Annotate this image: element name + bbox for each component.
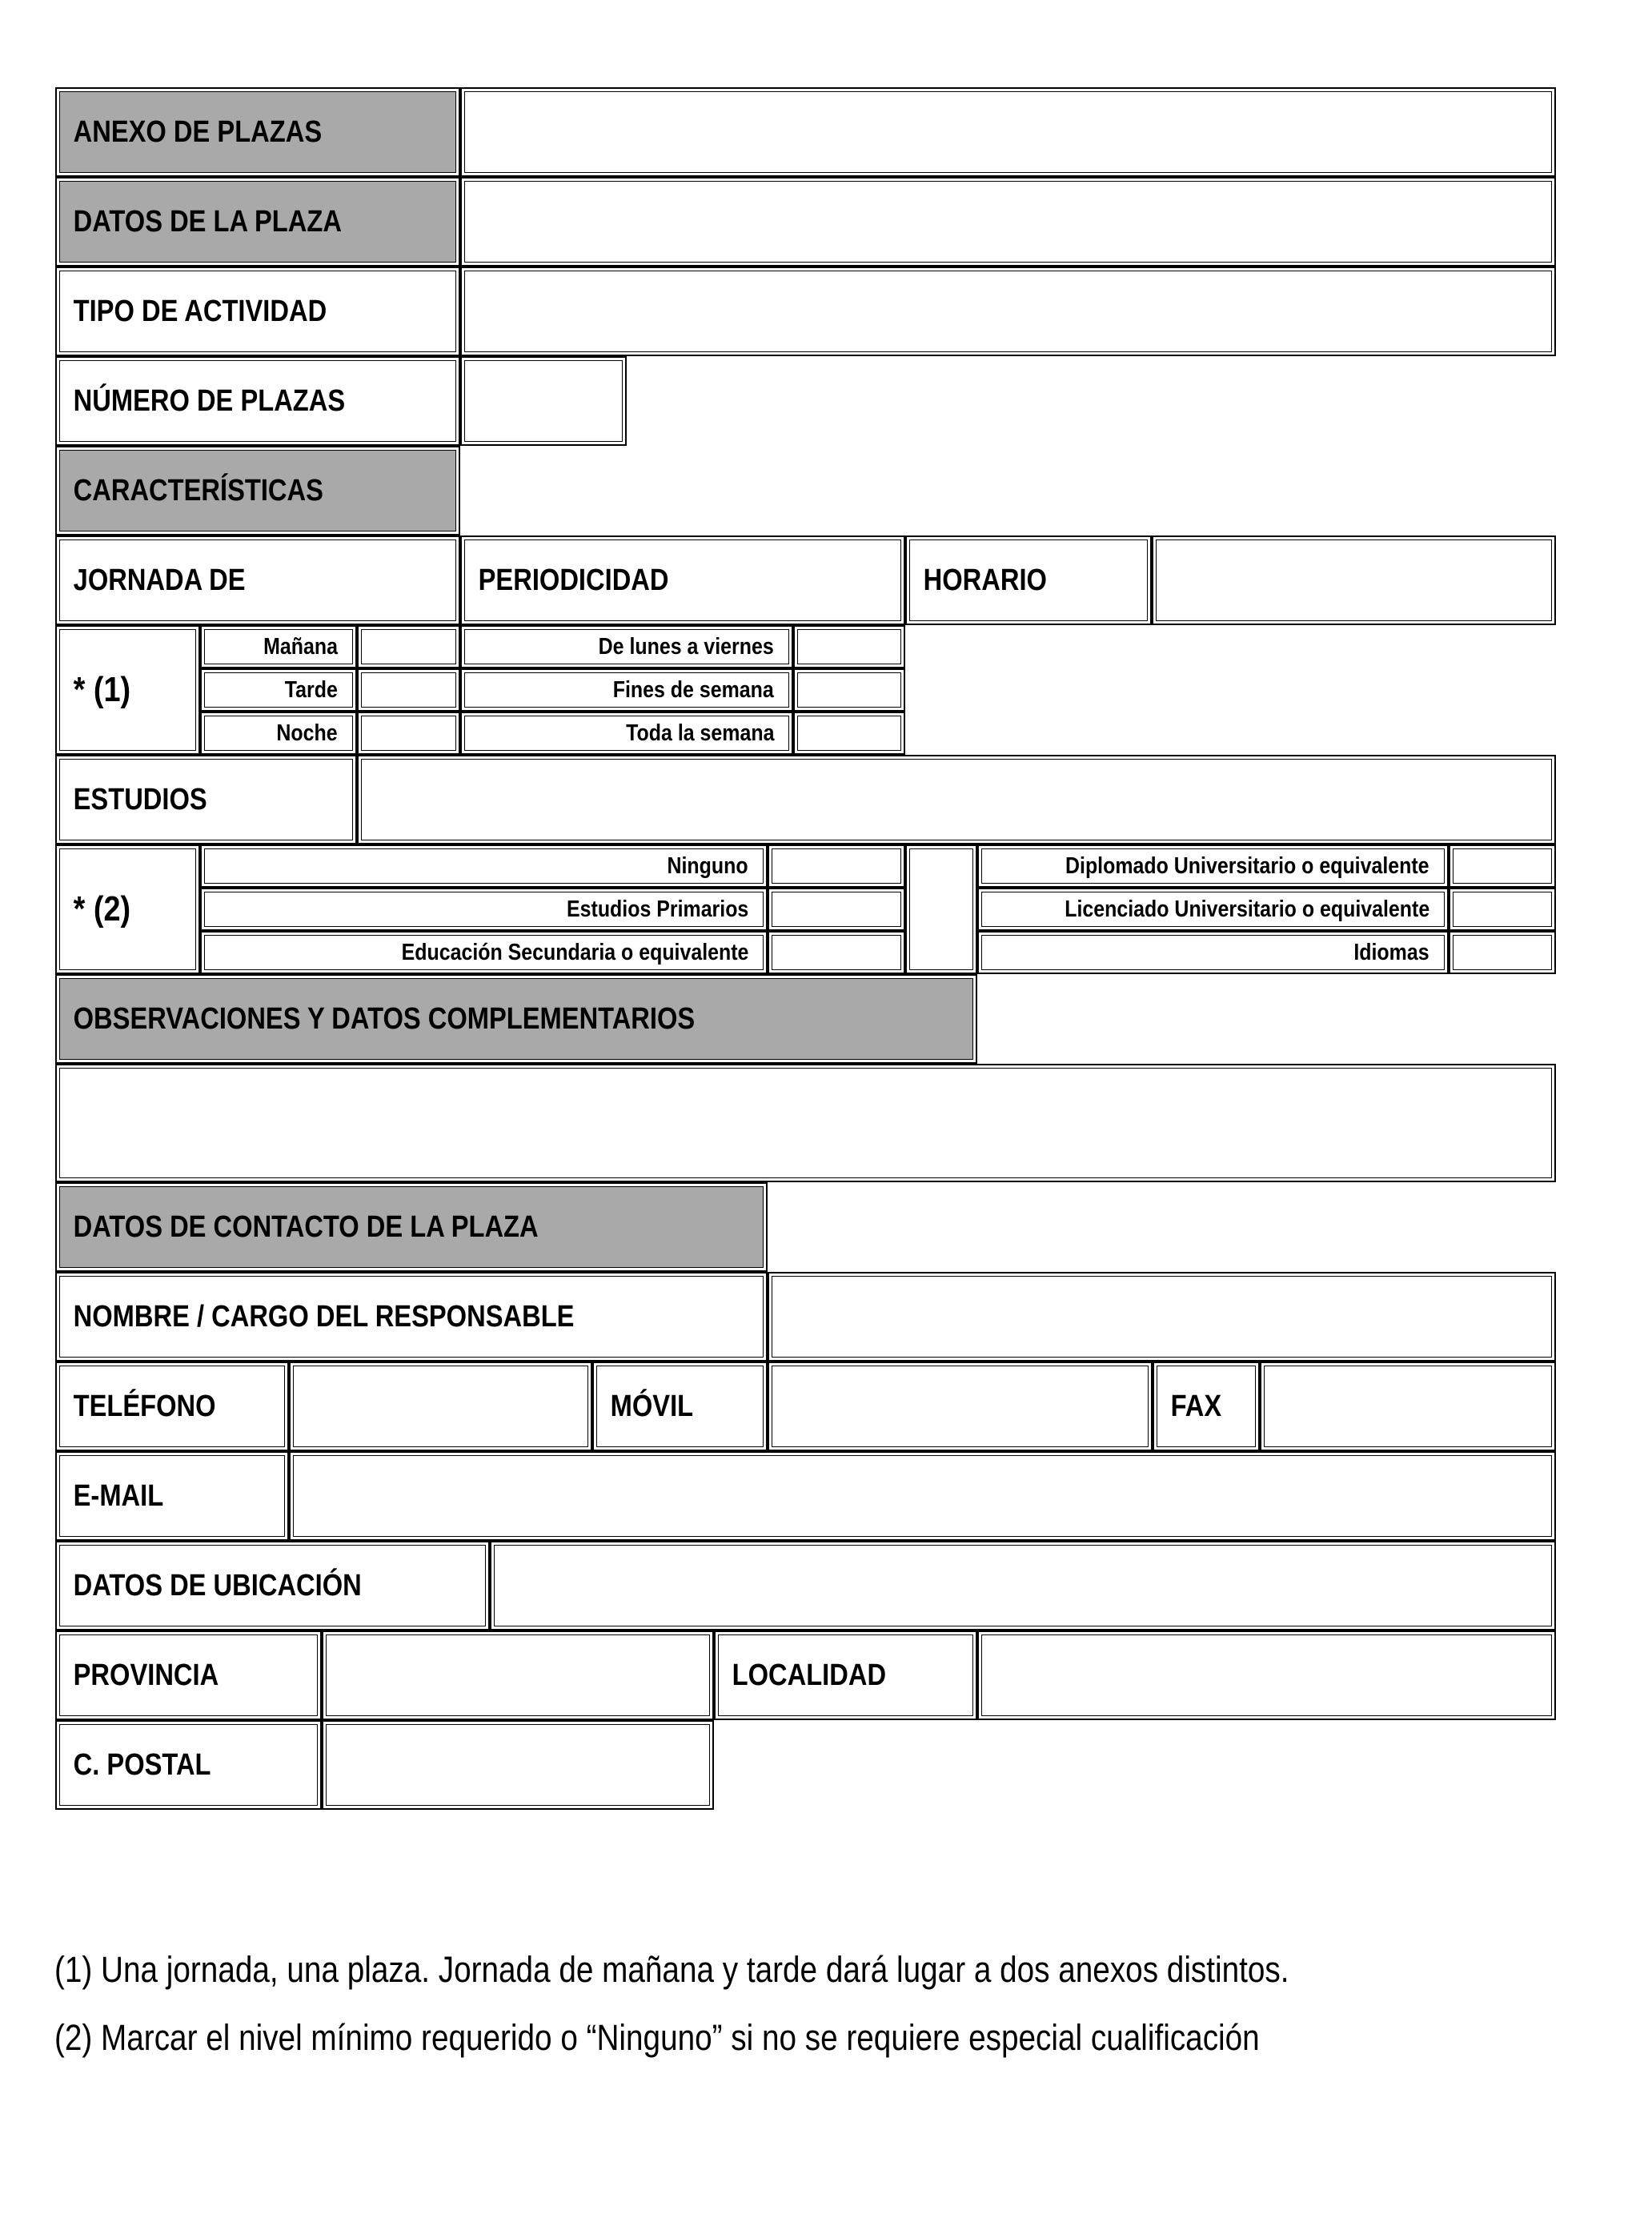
turno-noche-checkbox[interactable] xyxy=(357,712,460,755)
postal-label-cell xyxy=(55,1720,322,1810)
anexo-label: ANEXO DE PLAZAS xyxy=(73,114,323,149)
estudio-ninguno-checkbox[interactable] xyxy=(768,844,905,888)
provincia-field[interactable] xyxy=(322,1630,714,1720)
movil-field[interactable] xyxy=(768,1362,1153,1451)
turno-noche-label-cell xyxy=(200,712,357,755)
provincia-label-cell xyxy=(55,1630,322,1720)
observaciones-header xyxy=(55,974,977,1064)
email-label: E-MAIL xyxy=(73,1478,164,1513)
estudios-label-cell xyxy=(55,755,357,844)
jornada-label: JORNADA DE xyxy=(73,563,246,597)
footnote-2: (2) Marcar el nivel mínimo requerido o “Ninguno” si no se requiere especial cualificación xyxy=(54,2017,1260,2058)
tipo-actividad-label-cell xyxy=(55,267,460,356)
postal-label: C. POSTAL xyxy=(73,1747,211,1782)
datos-plaza-field[interactable] xyxy=(460,177,1556,267)
estudio-secundaria-label: Educación Secundaria o equivalente xyxy=(401,939,748,965)
estudio-ninguno-label: Ninguno xyxy=(667,852,748,879)
movil-label: MÓVIL xyxy=(610,1389,694,1423)
numero-plazas-label-cell xyxy=(55,356,460,446)
caracteristicas-label: CARACTERÍSTICAS xyxy=(73,473,323,507)
email-field[interactable] xyxy=(289,1451,1556,1541)
estudio-licenciado-label-cell xyxy=(977,888,1449,931)
ref1-cell xyxy=(55,625,200,755)
turno-tarde-label-cell xyxy=(200,668,357,712)
tipo-actividad-label: TIPO DE ACTIVIDAD xyxy=(73,294,327,328)
caracteristicas-header xyxy=(55,446,460,535)
periodo-lunes-viernes-label: De lunes a viernes xyxy=(598,633,774,660)
estudios-field[interactable] xyxy=(357,755,1556,844)
provincia-label: PROVINCIA xyxy=(73,1658,219,1692)
horario-field[interactable] xyxy=(1152,535,1556,625)
fax-label: FAX xyxy=(1170,1389,1222,1423)
ref1-label: * (1) xyxy=(73,670,131,709)
turno-manana-label-cell xyxy=(200,625,357,668)
responsable-field[interactable] xyxy=(768,1272,1556,1362)
estudio-primarios-label: Estudios Primarios xyxy=(566,896,748,922)
anexo-header xyxy=(55,87,460,177)
estudio-ninguno-label-cell xyxy=(200,844,768,888)
estudio-idiomas-label: Idiomas xyxy=(1353,939,1429,965)
estudio-primarios-label-cell xyxy=(200,888,768,931)
periodo-toda-semana-label-cell xyxy=(460,712,793,755)
estudio-diplomado-label-cell xyxy=(977,844,1449,888)
periodo-lunes-viernes-label-cell xyxy=(460,625,793,668)
horario-label-cell xyxy=(905,535,1152,625)
ref2-label: * (2) xyxy=(73,889,131,929)
tipo-actividad-field[interactable] xyxy=(460,267,1556,356)
turno-manana-checkbox[interactable] xyxy=(357,625,460,668)
fax-label-cell xyxy=(1153,1362,1260,1451)
estudio-primarios-checkbox[interactable] xyxy=(768,888,905,931)
observaciones-field[interactable] xyxy=(55,1064,1556,1182)
estudio-secundaria-label-cell xyxy=(200,931,768,974)
numero-plazas-label: NÚMERO DE PLAZAS xyxy=(73,383,346,418)
telefono-label-cell xyxy=(55,1362,289,1451)
numero-plazas-field[interactable] xyxy=(460,356,627,446)
estudios-label: ESTUDIOS xyxy=(73,782,207,816)
periodicidad-label-cell xyxy=(460,535,905,625)
estudio-diplomado-label: Diplomado Universitario o equivalente xyxy=(1065,852,1429,879)
ubicacion-label-cell xyxy=(55,1541,490,1630)
ubicacion-field[interactable] xyxy=(490,1541,1556,1630)
periodo-fines-semana-checkbox[interactable] xyxy=(793,668,905,712)
estudio-idiomas-label-cell xyxy=(977,931,1449,974)
responsable-label-cell xyxy=(55,1272,768,1362)
telefono-field[interactable] xyxy=(289,1362,592,1451)
datos-plaza-header xyxy=(55,177,460,267)
contacto-header xyxy=(55,1182,768,1272)
periodo-lunes-viernes-checkbox[interactable] xyxy=(793,625,905,668)
observaciones-label: OBSERVACIONES Y DATOS COMPLEMENTARIOS xyxy=(73,1001,696,1036)
responsable-label: NOMBRE / CARGO DEL RESPONSABLE xyxy=(73,1299,575,1334)
footnote-1: (1) Una jornada, una plaza. Jornada de mañana y tarde dará lugar a dos anexos distintos. xyxy=(54,1949,1289,1990)
jornada-label-cell xyxy=(55,535,460,625)
turno-tarde-checkbox[interactable] xyxy=(357,668,460,712)
periodo-fines-semana-label: Fines de semana xyxy=(613,676,774,703)
periodo-fines-semana-label-cell xyxy=(460,668,793,712)
anexo-field[interactable] xyxy=(460,87,1556,177)
periodo-toda-semana-label: Toda la semana xyxy=(625,720,774,746)
ref2-cell xyxy=(55,844,200,974)
postal-field[interactable] xyxy=(322,1720,714,1810)
telefono-label: TELÉFONO xyxy=(73,1389,216,1423)
localidad-field[interactable] xyxy=(977,1630,1556,1720)
estudio-licenciado-checkbox[interactable] xyxy=(1449,888,1556,931)
fax-field[interactable] xyxy=(1260,1362,1556,1451)
turno-noche-label: Noche xyxy=(276,720,338,746)
periodo-toda-semana-checkbox[interactable] xyxy=(793,712,905,755)
turno-tarde-label: Tarde xyxy=(284,676,338,703)
contacto-label: DATOS DE CONTACTO DE LA PLAZA xyxy=(73,1209,539,1244)
periodicidad-label: PERIODICIDAD xyxy=(478,563,669,597)
estudios-separator-cell xyxy=(905,844,977,974)
estudio-idiomas-checkbox[interactable] xyxy=(1449,931,1556,974)
movil-label-cell xyxy=(592,1362,768,1451)
localidad-label: LOCALIDAD xyxy=(732,1658,887,1692)
email-label-cell xyxy=(55,1451,289,1541)
ubicacion-label: DATOS DE UBICACIÓN xyxy=(73,1568,362,1602)
estudio-diplomado-checkbox[interactable] xyxy=(1449,844,1556,888)
localidad-label-cell xyxy=(714,1630,977,1720)
horario-label: HORARIO xyxy=(923,563,1047,597)
turno-manana-label: Mañana xyxy=(263,633,338,660)
estudio-licenciado-label: Licenciado Universitario o equivalente xyxy=(1065,896,1429,922)
estudio-secundaria-checkbox[interactable] xyxy=(768,931,905,974)
datos-plaza-label: DATOS DE LA PLAZA xyxy=(73,204,342,239)
